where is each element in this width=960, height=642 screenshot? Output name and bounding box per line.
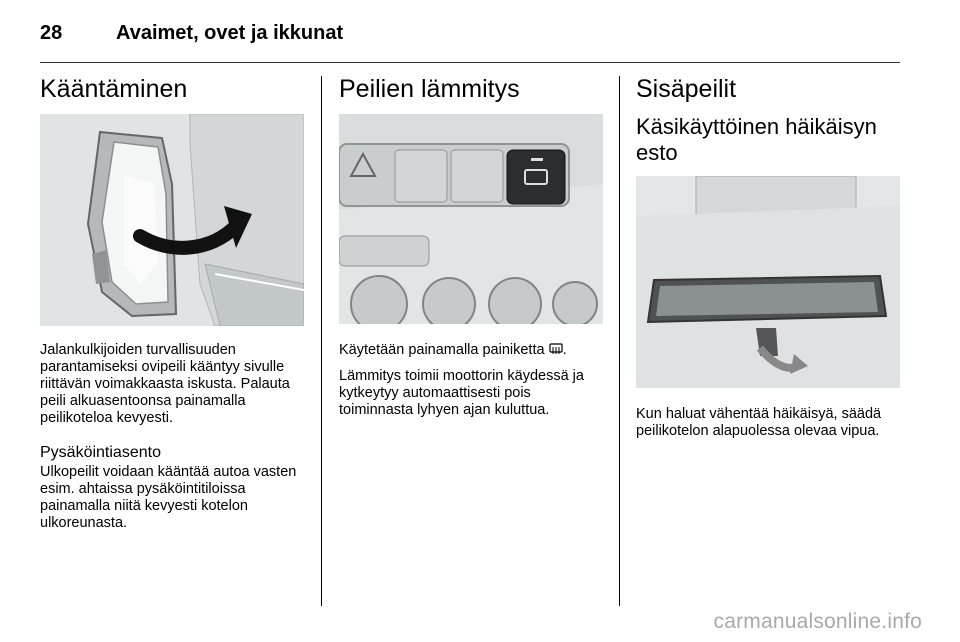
antiglare-body: Kun haluat vähentää häikäisyä, säädä peilikotelon alapuolessa olevaa vipua. [636, 406, 882, 439]
page-number: 28 [40, 22, 63, 44]
column-heating [339, 74, 603, 428]
page-header [40, 18, 900, 63]
folding-body: Jalankulkijoiden turvallisuuden parantamiseksi ovipeili kääntyy sivulle riittävän voimakkaasta iskusta. Palauta peili alkuasentoonsa painamalla peilikoteloa kevyesti. [40, 342, 290, 426]
column-divider-2 [619, 76, 620, 606]
section-heading-folding: Kääntäminen [40, 75, 188, 103]
heating-body-text: Käytetään painamalla painiketta [339, 342, 549, 358]
column-divider-1 [321, 76, 322, 606]
section-heading-heating: Peilien lämmitys [339, 75, 520, 103]
chapter-title: Avaimet, ovet ja ikkunat [116, 22, 344, 44]
heating-body [339, 342, 603, 359]
rear-defrost-icon [549, 343, 563, 355]
column-folding [40, 74, 304, 541]
watermark: carmanualsonline.info [713, 610, 922, 633]
heating-body-2: Lämmitys toimii moottorin käydessä ja kytkeytyy automaattisesti pois toiminnasta lyhyen ajan kuluttua. [339, 368, 584, 418]
subsection-heading-antiglare: Käsikäyttöinen häikäisyn esto [636, 114, 877, 165]
folding-mirror-illustration [40, 114, 304, 326]
subsection-heading-parking: Pysäköintiasento [40, 444, 161, 461]
column-interior-mirrors [636, 74, 900, 449]
section-heading-interior-mirrors: Sisäpeilit [636, 75, 737, 103]
heating-body-end: . [562, 342, 567, 358]
rearview-mirror-illustration [636, 176, 900, 388]
parking-body: Ulkopeilit voidaan kääntää autoa vasten esim. ahtaissa pysäköintitiloissa painamalla niitä kevyesti kotelon ulkoreunasta. [40, 464, 297, 531]
dashboard-buttons-illustration [339, 114, 603, 324]
